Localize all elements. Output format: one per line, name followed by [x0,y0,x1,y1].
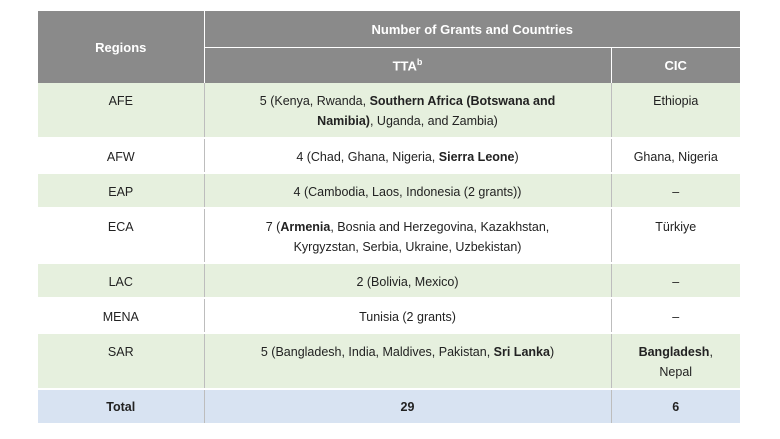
tta-cell: Tunisia (2 grants) [204,298,611,333]
tta-cell: 4 (Chad, Ghana, Nigeria, Sierra Leone) [204,138,611,173]
table-row [38,173,740,208]
cic-header: CIC [611,48,740,84]
region-cell: LAC [38,263,204,298]
region-cell: AFW [38,138,204,173]
table-row [38,138,740,173]
cic-cell: – [611,298,740,333]
table-row [38,83,740,138]
cic-cell: Türkiye [611,208,740,263]
tta-cell: 5 (Bangladesh, India, Maldives, Pakistan, Sri Lanka) [204,333,611,389]
total-row [38,389,740,423]
tta-header: TTA$^b$ [204,48,611,84]
cic-cell: Bangladesh, Nepal [611,333,740,389]
region-cell: AFE [38,83,204,138]
tta-cell: 2 (Bolivia, Mexico) [204,263,611,298]
cic-cell: – [611,173,740,208]
tta-footnote-marker: b [416,57,423,68]
region-cell: ECA [38,208,204,263]
grants-table [38,11,740,423]
table-row [38,298,740,333]
regions-header: Regions [38,11,204,83]
total-cic: 6 [611,389,740,423]
table-row [38,208,740,263]
total-tta: 29 [204,389,611,423]
table-row [38,333,740,389]
region-cell: EAP [38,173,204,208]
region-cell: SAR [38,333,204,389]
table-row [38,263,740,298]
tta-cell: 4 (Cambodia, Laos, Indonesia (2 grants)) [204,173,611,208]
table-header [38,11,740,83]
grants-countries-header: Number of Grants and Countries [204,11,740,48]
total-label: Total [38,389,204,423]
tta-cell: 5 (Kenya, Rwanda, Southern Africa (Botswana and Namibia), Uganda, and Zambia) [204,83,611,138]
cic-cell: Ghana, Nigeria [611,138,740,173]
cic-cell: Ethiopia [611,83,740,138]
cic-cell: – [611,263,740,298]
tta-cell: 7 (Armenia, Bosnia and Herzegovina, Kazakhstan, Kyrgyzstan, Serbia, Ukraine, Uzbekistan) [204,208,611,263]
region-cell: MENA [38,298,204,333]
